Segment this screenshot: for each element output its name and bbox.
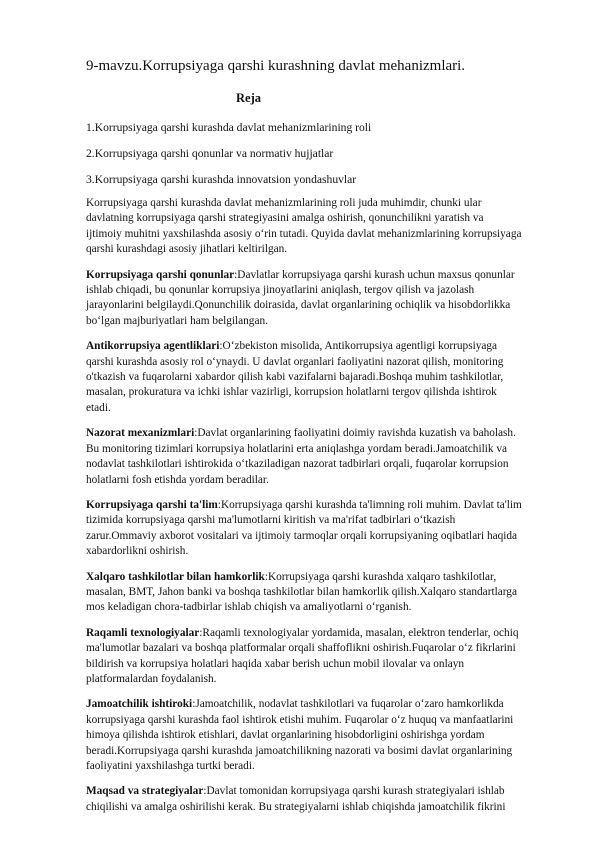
section-heading: Maqsad va strategiyalar xyxy=(86,785,204,798)
section-qonunlar xyxy=(86,268,522,330)
section-text: :O‘zbekiston misolida, Antikorrupsiya agentligi korrupsiyaga qarshi kurashda asosiy rol o‘ynaydi. U davlat organlari faoliyatini nazorat qilish, monitoring o'tkazish va fuqarolarni xabardor qilish kabi vazifalarni bajaradi.Boshqa muhim tashkilotlar, masalan, prokuratura va ichki ishlar vazirligi, korrupsion holatlarni tergov qilishda ishtirok etadi. xyxy=(86,340,504,414)
section-text: :Davlatlar korrupsiyaga qarshi kurash uchun maxsus qonunlar ishlab chiqadi, bu qonunlar korrupsiya jinoyatlarini aniqlash, tergov qilish va jazolash jarayonlarini belgilaydi.Qonunchilik doirasida, davlat organlarining ochiqlik va hisobdorlikka bo‘lgan majburiyatlari ham belgilangan. xyxy=(86,268,515,327)
section-nazorat xyxy=(86,426,522,488)
section-text: :Davlat tomonidan korrupsiyaga qarshi kurash strategiyalari ishlab chiqilishi va amalga oshirilishi kerak. Bu strategiyalarni ishlab chiqishda jamoatchilik fikrini xyxy=(86,785,506,813)
plan-item-3: 3.Korrupsiyaga qarshi kurashda innovatsion yondashuvlar xyxy=(86,173,357,186)
section-heading: Antikorrupsiya agentliklari xyxy=(86,340,220,353)
section-raqamli xyxy=(86,626,522,688)
section-strategiyalar xyxy=(86,784,522,815)
section-xalqaro xyxy=(86,570,522,616)
section-text: :Jamoatchilik, nodavlat tashkilotlari va fuqarolar o‘zaro hamkorlikda korrupsiyaga qarshi kurashda faol ishtirok etishi muhim. Fuqarolar o‘z huquq va manfaatlarini himoya qilishda ishtirok etishlari, davlat organlarining hisobdorligini oshirishga yordam beradi.Korrupsiyaga qarshi kurashda jamoatchilikning nazorati va bosimi davlat organlarining faoliyatini yaxshilashga turtki beradi. xyxy=(86,698,514,772)
section-heading: Korrupsiyaga qarshi qonunlar xyxy=(86,268,235,281)
document-body xyxy=(86,196,522,825)
section-heading: Nazorat mexanizmlari xyxy=(86,427,195,440)
section-talim xyxy=(86,498,522,560)
plan-item-1: 1.Korrupsiyaga qarshi kurashda davlat mehanizmlarining roli xyxy=(86,121,372,134)
document-title: 9-mavzu.Korrupsiyaga qarshi kurashning davlat mehanizmlari. xyxy=(86,58,466,74)
section-text: :Davlat organlarining faoliyatini doimiy ravishda kuzatish va baholash. Bu monitoring tizimlari korrupsiya holatlarini erta aniqlashga yordam beradi.Jamoatchilik va nodavlat tashkilotlari ishtirokida o‘tkaziladigan nazorat tadbirlari orqali, fuqarolar korrupsion holatlarni fosh etishda yordam beradilar. xyxy=(86,427,516,486)
section-heading: Korrupsiyaga qarshi ta'lim xyxy=(86,498,218,511)
section-jamoatchilik xyxy=(86,697,522,774)
section-heading: Raqamli texnologiyalar xyxy=(86,626,200,639)
section-text: :Raqamli texnologiyalar yordamida, masalan, elektron tenderlar, ochiq ma'lumotlar bazalari va boshqa platformalar orqali shaffoflikni oshirish.Fuqarolar o‘z fikrlarini bildirish va korrupsiya holatlari haqida xabar berish uchun mobil ilovalar va onlayn platformalardan foydalanish. xyxy=(86,626,519,685)
section-agentliklar xyxy=(86,339,522,416)
section-text: :Korrupsiyaga qarshi kurashda xalqaro tashkilotlar, masalan, BMT, Jahon banki va boshqa tashkilotlar bilan hamkorlik qilish.Xalqaro standartlarga mos keladigan chora-tadbirlar ishlab chiqish va amaliyotlarni o‘rganish. xyxy=(86,570,517,614)
section-text: :Korrupsiyaga qarshi kurashda ta'limning roli muhim. Davlat ta'lim tizimida korrupsiyaga qarshi ma'lumotlarni kiritish va ma'rifat tadbirlari o‘tkazish zarur.Ommaviy axborot vositalari va ijtimoiy tarmoqlar orqali korrupsiyaning oqibatlari haqida xabardorlikni oshirish. xyxy=(86,498,522,558)
plan-heading: Reja xyxy=(236,91,261,105)
section-heading: Jamoatchilik ishtiroki xyxy=(86,698,193,711)
plan-item-2: 2.Korrupsiyaga qarshi qonunlar va normativ hujjatlar xyxy=(86,147,334,160)
intro-paragraph: Korrupsiyaga qarshi kurashda davlat mehanizmlarining roli juda muhimdir, chunki ular davlatning korrupsiyaga qarshi strategiyasini amalga oshirish, qonunchilikni yaratish va ijtimoiy muhitni yaxshilashda asosiy o‘rin tutadi. Quyida davlat mehanizmlarining korrupsiyaga qarshi kurashdagi asosiy jihatlari keltirilgan. xyxy=(86,197,522,256)
section-heading: Xalqaro tashkilotlar bilan hamkorlik xyxy=(86,570,265,583)
